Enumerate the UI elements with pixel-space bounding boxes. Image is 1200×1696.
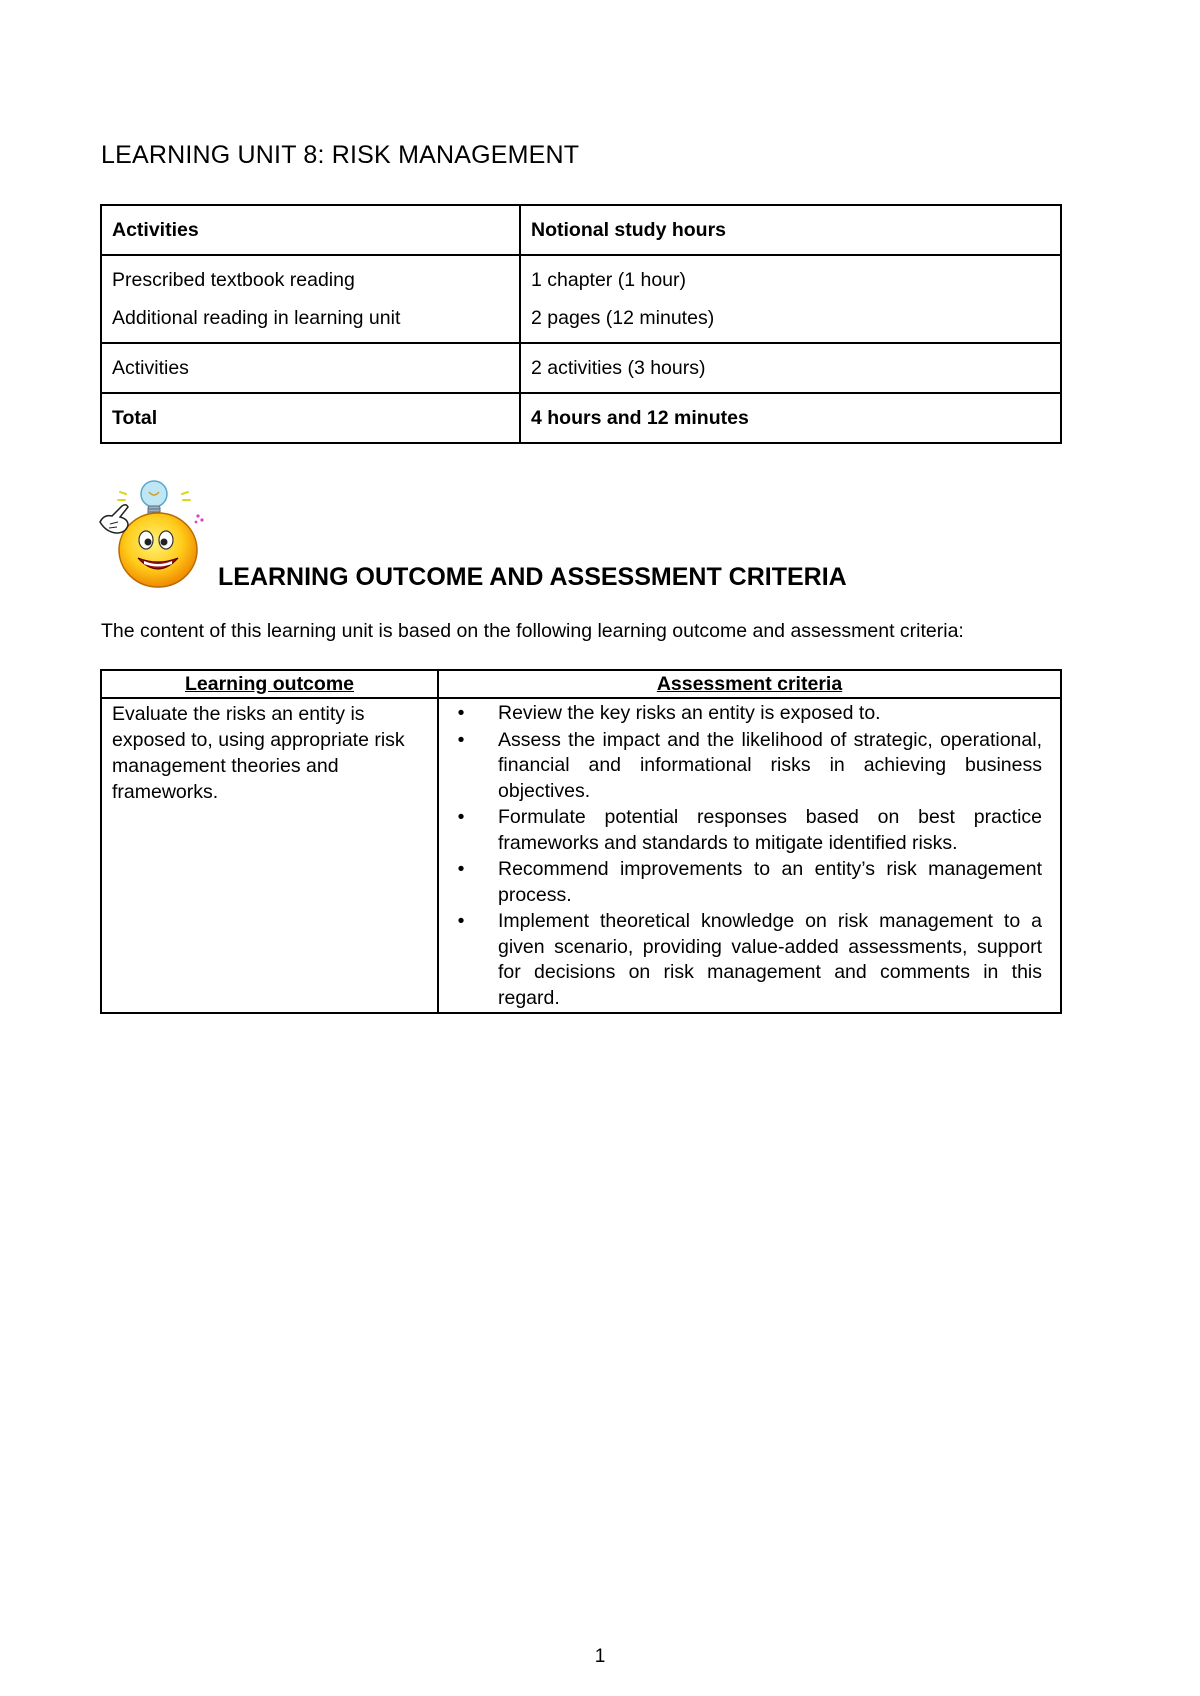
- reading-items-cell: [101, 255, 520, 343]
- criteria-item: [451, 728, 1042, 805]
- hours-header: Notional study hours: [520, 205, 1061, 255]
- additional-reading-label: Additional reading in learning unit: [112, 307, 401, 329]
- assessment-criteria-header-label: Assessment criteria: [656, 673, 843, 695]
- additional-reading-hours: 2 pages (12 minutes): [531, 307, 715, 329]
- assessment-criteria-header: [438, 670, 1061, 698]
- learning-outcome-header-label: Learning outcome: [184, 673, 355, 695]
- activities-row: [101, 343, 1061, 393]
- outcome-criteria-row: [101, 698, 1061, 1013]
- lightbulb-idea-smiley-icon: [94, 478, 214, 590]
- study-hours-header-row: [101, 205, 1061, 255]
- learning-outcome-header: [101, 670, 438, 698]
- bullet-icon: •: [457, 910, 465, 932]
- study-hours-table: [100, 204, 1062, 444]
- prescribed-reading-hours: 1 chapter (1 hour): [531, 269, 687, 291]
- prescribed-reading-label: Prescribed textbook reading: [112, 269, 355, 291]
- outcome-intro: The content of this learning unit is based on the following learning outcome and assessment criteria:: [101, 620, 964, 642]
- activities-hours: 2 activities (3 hours): [520, 343, 1061, 393]
- page-number: 1: [594, 1646, 606, 1667]
- outcome-criteria-table: [100, 669, 1062, 1014]
- criteria-text: Review the key risks an entity is exposed to.: [498, 702, 881, 724]
- criteria-text: Formulate potential responses based on best practice frameworks and standards to mitigate identified risks.: [498, 806, 1042, 854]
- total-hours: 4 hours and 12 minutes: [520, 393, 1061, 443]
- bullet-icon: •: [457, 702, 465, 724]
- learning-outcome-text: Evaluate the risks an entity is exposed to, using appropriate risk management theories and frameworks.: [101, 698, 438, 1013]
- assessment-criteria-cell: [438, 698, 1061, 1013]
- reading-hours-cell: [520, 255, 1061, 343]
- activities-header: Activities: [101, 205, 520, 255]
- criteria-list: [451, 701, 1042, 1011]
- criteria-item: [451, 805, 1042, 856]
- criteria-item: [451, 701, 1042, 727]
- bullet-icon: •: [457, 728, 465, 751]
- outcome-criteria-header-row: [101, 670, 1061, 698]
- bullet-icon: •: [457, 858, 465, 880]
- criteria-item: [451, 909, 1042, 1011]
- total-label: Total: [101, 393, 520, 443]
- criteria-text: Implement theoretical knowledge on risk management to a given scenario, providing value-added assessments, support for decisions on risk management and comments in this regard.: [498, 910, 1042, 1009]
- reading-row: [101, 255, 1061, 343]
- outcome-heading: LEARNING OUTCOME AND ASSESSMENT CRITERIA: [218, 563, 847, 591]
- total-row: [101, 393, 1061, 443]
- criteria-text: Recommend improvements to an entity’s risk management process.: [498, 858, 1042, 906]
- unit-title: LEARNING UNIT 8: RISK MANAGEMENT: [101, 141, 580, 169]
- activities-label: Activities: [101, 343, 520, 393]
- criteria-item: [451, 857, 1042, 908]
- bullet-icon: •: [457, 806, 465, 828]
- criteria-text: Assess the impact and the likelihood of strategic, operational, financial and informational risks in achieving business objectives.: [498, 728, 1042, 802]
